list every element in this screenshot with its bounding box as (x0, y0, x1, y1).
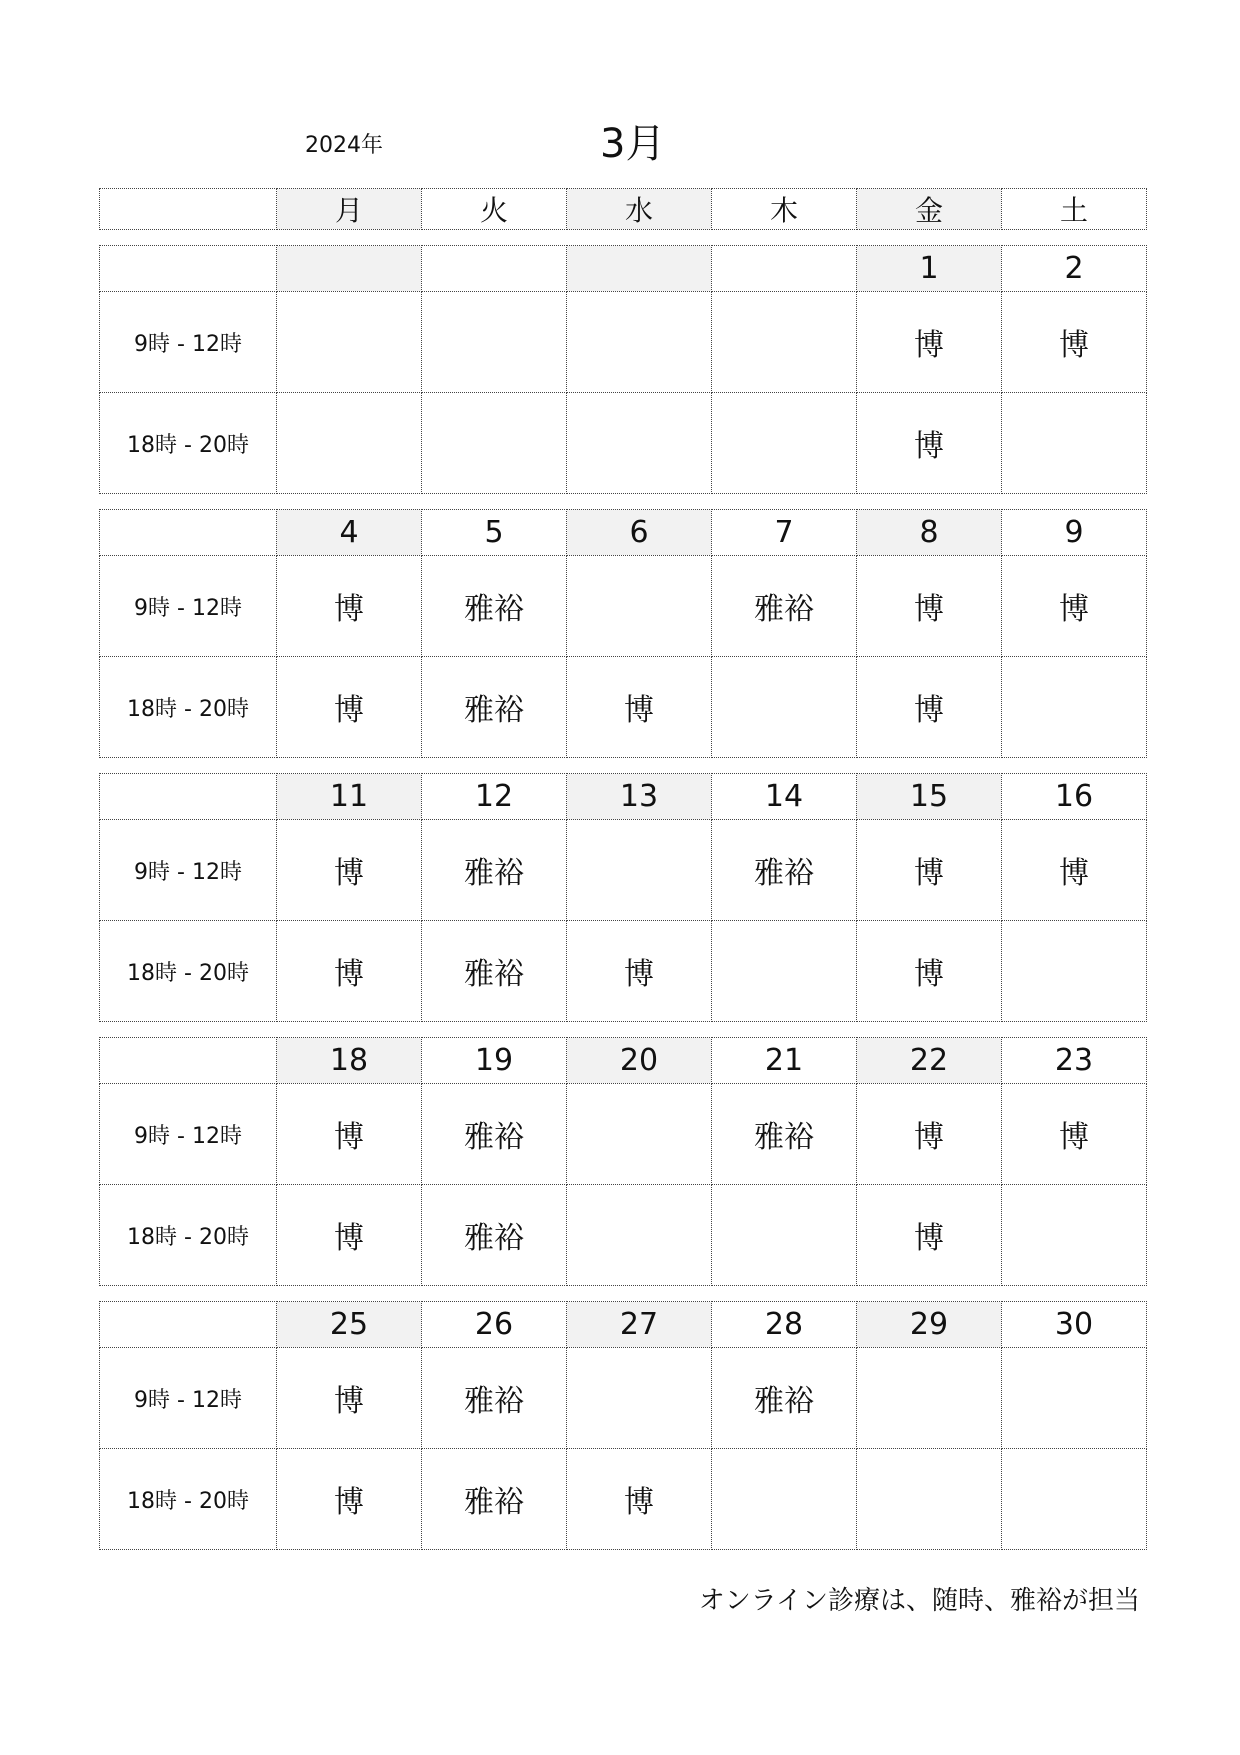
date-cell-tue: 12 (422, 774, 567, 820)
date-row-blank-cell (100, 510, 277, 556)
date-cell-mon: 25 (277, 1302, 422, 1348)
doctor-cell-wed (567, 1084, 712, 1185)
date-cell-sat: 30 (1002, 1302, 1147, 1348)
time-slot-label: 18時 - 20時 (100, 1185, 277, 1286)
evening-slot-row (100, 393, 1147, 494)
time-slot-label: 18時 - 20時 (100, 1449, 277, 1550)
date-row-blank-cell (100, 1302, 277, 1348)
date-row (100, 246, 1147, 292)
doctor-cell-fri: 博 (857, 393, 1002, 494)
date-cell-wed (567, 246, 712, 292)
weekday-wed: 水 (567, 189, 712, 230)
date-row (100, 1038, 1147, 1084)
doctor-cell-mon: 博 (277, 1084, 422, 1185)
doctor-cell-mon: 博 (277, 657, 422, 758)
doctor-cell-thu: 雅裕 (712, 820, 857, 921)
doctor-cell-sat (1002, 1185, 1147, 1286)
evening-slot-row (100, 921, 1147, 1022)
doctor-cell-tue (422, 292, 567, 393)
doctor-cell-thu (712, 393, 857, 494)
morning-slot-row (100, 1084, 1147, 1185)
weekday-header (99, 188, 1147, 230)
doctor-cell-fri: 博 (857, 820, 1002, 921)
week-table (99, 245, 1147, 494)
date-cell-sat: 23 (1002, 1038, 1147, 1084)
date-row (100, 510, 1147, 556)
doctor-cell-sat: 博 (1002, 1084, 1147, 1185)
doctor-cell-thu: 雅裕 (712, 1084, 857, 1185)
time-slot-label: 18時 - 20時 (100, 657, 277, 758)
date-cell-thu: 7 (712, 510, 857, 556)
date-cell-sat: 9 (1002, 510, 1147, 556)
doctor-cell-thu (712, 657, 857, 758)
doctor-cell-tue: 雅裕 (422, 1348, 567, 1449)
date-cell-sat: 16 (1002, 774, 1147, 820)
date-row-blank-cell (100, 774, 277, 820)
doctor-cell-wed (567, 393, 712, 494)
date-cell-tue: 5 (422, 510, 567, 556)
morning-slot-row (100, 820, 1147, 921)
doctor-cell-wed (567, 292, 712, 393)
doctor-cell-thu: 雅裕 (712, 1348, 857, 1449)
time-slot-label: 9時 - 12時 (100, 820, 277, 921)
doctor-cell-thu (712, 292, 857, 393)
doctor-cell-mon: 博 (277, 1185, 422, 1286)
doctor-cell-tue: 雅裕 (422, 657, 567, 758)
doctor-cell-fri (857, 1449, 1002, 1550)
morning-slot-row (100, 1348, 1147, 1449)
date-cell-sat: 2 (1002, 246, 1147, 292)
date-cell-wed: 27 (567, 1302, 712, 1348)
doctor-cell-fri: 博 (857, 556, 1002, 657)
week-table (99, 773, 1147, 1022)
date-cell-fri: 22 (857, 1038, 1002, 1084)
doctor-cell-sat: 博 (1002, 556, 1147, 657)
doctor-cell-fri: 博 (857, 292, 1002, 393)
doctor-cell-tue: 雅裕 (422, 1185, 567, 1286)
footer-note: オンライン診療は、随時、雅裕が担当 (698, 1586, 1140, 1616)
date-cell-thu (712, 246, 857, 292)
week-table (99, 1301, 1147, 1550)
doctor-cell-sat (1002, 393, 1147, 494)
date-cell-fri: 29 (857, 1302, 1002, 1348)
doctor-cell-wed: 博 (567, 1449, 712, 1550)
doctor-cell-tue: 雅裕 (422, 1449, 567, 1550)
time-slot-label: 9時 - 12時 (100, 1084, 277, 1185)
doctor-cell-mon (277, 393, 422, 494)
time-slot-label: 18時 - 20時 (100, 393, 277, 494)
year-label: 2024年 (305, 133, 383, 158)
evening-slot-row (100, 657, 1147, 758)
doctor-cell-fri: 博 (857, 921, 1002, 1022)
date-cell-mon: 11 (277, 774, 422, 820)
date-cell-fri: 8 (857, 510, 1002, 556)
weekday-tue: 火 (422, 189, 567, 230)
doctor-cell-thu (712, 921, 857, 1022)
doctor-cell-wed: 博 (567, 657, 712, 758)
date-row (100, 774, 1147, 820)
date-cell-mon: 18 (277, 1038, 422, 1084)
date-cell-fri: 1 (857, 246, 1002, 292)
evening-slot-row (100, 1185, 1147, 1286)
header-blank-cell (100, 189, 277, 230)
time-slot-label: 9時 - 12時 (100, 556, 277, 657)
weekday-fri: 金 (857, 189, 1002, 230)
doctor-cell-fri (857, 1348, 1002, 1449)
doctor-cell-sat (1002, 657, 1147, 758)
week-table (99, 1037, 1147, 1286)
doctor-cell-tue: 雅裕 (422, 820, 567, 921)
date-row-blank-cell (100, 1038, 277, 1084)
date-cell-thu: 21 (712, 1038, 857, 1084)
doctor-cell-mon: 博 (277, 1348, 422, 1449)
doctor-cell-sat (1002, 1449, 1147, 1550)
evening-slot-row (100, 1449, 1147, 1550)
weekday-sat: 土 (1002, 189, 1147, 230)
doctor-cell-wed (567, 1185, 712, 1286)
doctor-cell-wed (567, 820, 712, 921)
doctor-cell-mon (277, 292, 422, 393)
doctor-cell-tue: 雅裕 (422, 1084, 567, 1185)
morning-slot-row (100, 556, 1147, 657)
doctor-cell-wed: 博 (567, 921, 712, 1022)
date-cell-thu: 28 (712, 1302, 857, 1348)
date-row-blank-cell (100, 246, 277, 292)
date-row (100, 1302, 1147, 1348)
doctor-cell-fri: 博 (857, 657, 1002, 758)
doctor-cell-wed (567, 556, 712, 657)
doctor-cell-sat: 博 (1002, 292, 1147, 393)
doctor-cell-tue (422, 393, 567, 494)
date-cell-mon (277, 246, 422, 292)
time-slot-label: 9時 - 12時 (100, 1348, 277, 1449)
time-slot-label: 18時 - 20時 (100, 921, 277, 1022)
date-cell-wed: 20 (567, 1038, 712, 1084)
doctor-cell-thu (712, 1449, 857, 1550)
weekday-mon: 月 (277, 189, 422, 230)
doctor-cell-mon: 博 (277, 921, 422, 1022)
doctor-cell-sat (1002, 1348, 1147, 1449)
doctor-cell-fri: 博 (857, 1185, 1002, 1286)
date-cell-wed: 13 (567, 774, 712, 820)
doctor-cell-tue: 雅裕 (422, 556, 567, 657)
doctor-cell-mon: 博 (277, 820, 422, 921)
weekday-thu: 木 (712, 189, 857, 230)
doctor-cell-wed (567, 1348, 712, 1449)
doctor-cell-tue: 雅裕 (422, 921, 567, 1022)
doctor-cell-mon: 博 (277, 1449, 422, 1550)
date-cell-tue: 26 (422, 1302, 567, 1348)
doctor-cell-fri: 博 (857, 1084, 1002, 1185)
time-slot-label: 9時 - 12時 (100, 292, 277, 393)
morning-slot-row (100, 292, 1147, 393)
date-cell-tue: 19 (422, 1038, 567, 1084)
month-title: 3月 (600, 121, 666, 167)
date-cell-wed: 6 (567, 510, 712, 556)
date-cell-thu: 14 (712, 774, 857, 820)
date-cell-tue (422, 246, 567, 292)
date-cell-mon: 4 (277, 510, 422, 556)
week-table (99, 509, 1147, 758)
doctor-cell-sat: 博 (1002, 820, 1147, 921)
date-cell-fri: 15 (857, 774, 1002, 820)
doctor-cell-thu: 雅裕 (712, 556, 857, 657)
doctor-cell-sat (1002, 921, 1147, 1022)
doctor-cell-mon: 博 (277, 556, 422, 657)
doctor-cell-thu (712, 1185, 857, 1286)
